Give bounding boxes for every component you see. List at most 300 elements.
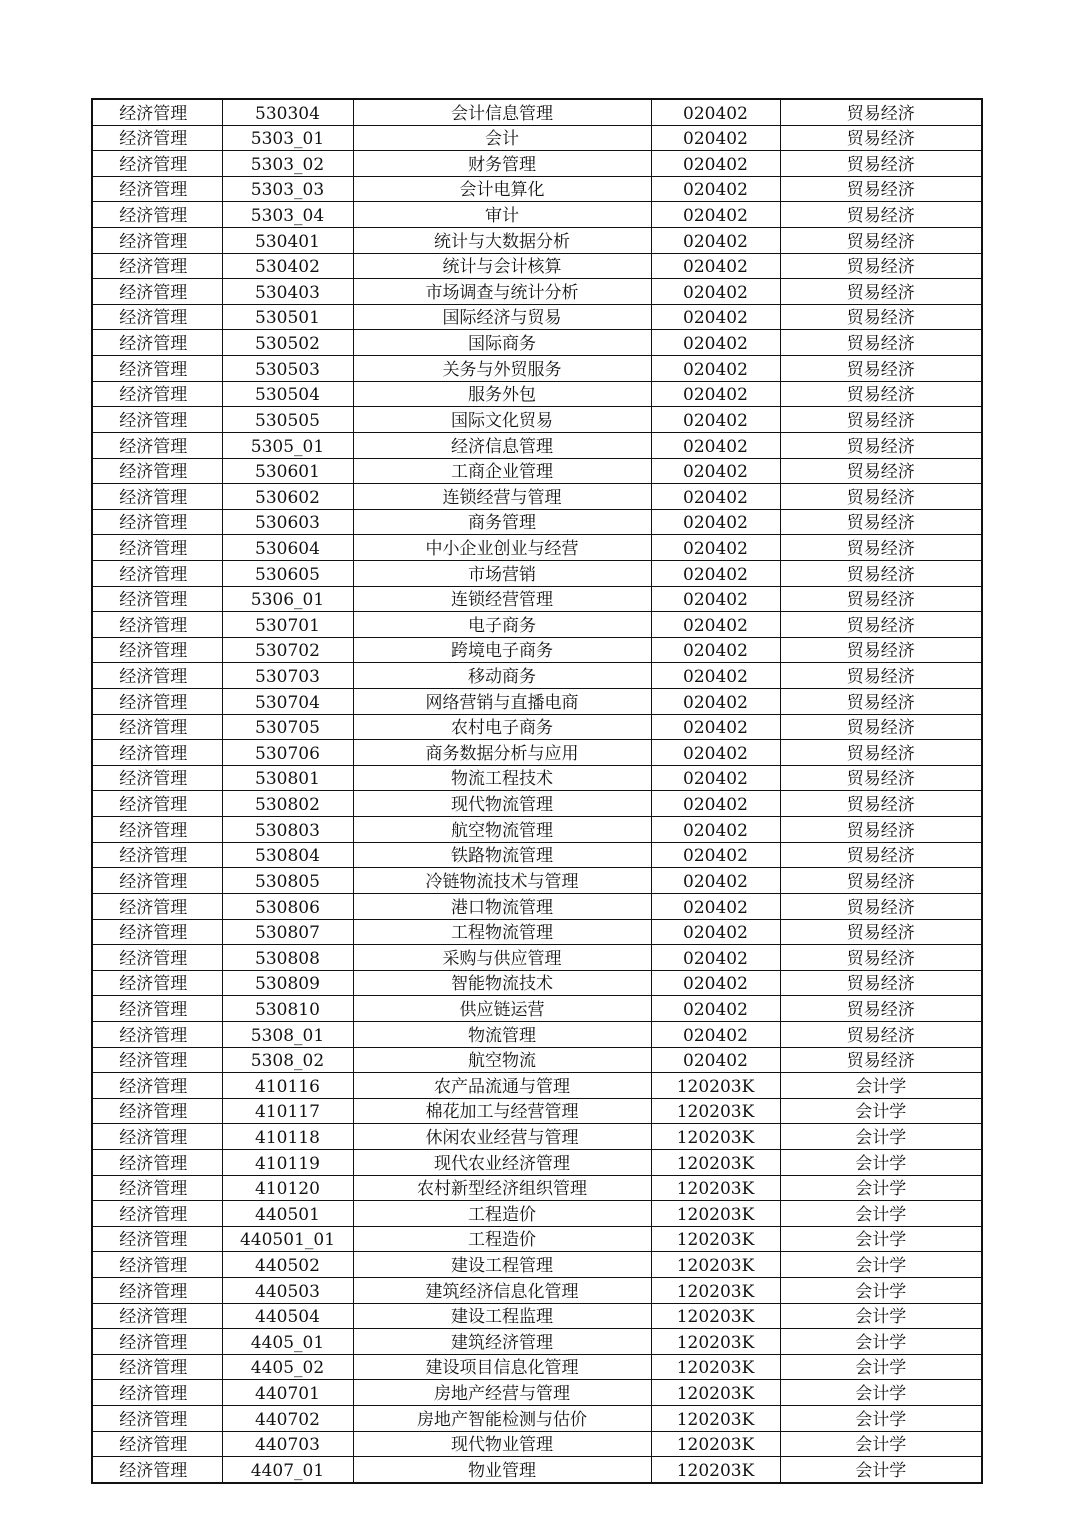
mapped-code-cell: 020402 [651,176,780,202]
major-name-cell: 物业管理 [353,1457,651,1483]
mapped-major-cell: 贸易经济 [780,893,982,919]
major-name-cell: 房地产智能检测与估价 [353,1406,651,1432]
category-cell: 经济管理 [92,228,222,254]
mapped-major-cell: 贸易经济 [780,176,982,202]
major-name-cell: 会计 [353,125,651,151]
mapped-major-cell: 贸易经济 [780,689,982,715]
category-cell: 经济管理 [92,125,222,151]
table-row [92,1021,982,1047]
major-code-cell: 440703 [222,1431,353,1457]
major-code-cell: 5303_04 [222,202,353,228]
table-row [92,432,982,458]
major-code-cell: 410119 [222,1149,353,1175]
major-name-cell: 服务外包 [353,381,651,407]
mapped-major-cell: 会计学 [780,1098,982,1124]
table-row [92,151,982,177]
table-body [92,99,982,1483]
table-row [92,99,982,125]
table-row [92,612,982,638]
table-row [92,637,982,663]
major-name-cell: 统计与会计核算 [353,253,651,279]
category-cell: 经济管理 [92,99,222,125]
major-code-cell: 530604 [222,535,353,561]
table-row [92,509,982,535]
mapped-code-cell: 020402 [651,893,780,919]
major-name-cell: 农村电子商务 [353,714,651,740]
category-cell: 经济管理 [92,842,222,868]
table-row [92,842,982,868]
mapped-code-cell: 120203K [651,1098,780,1124]
major-name-cell: 会计电算化 [353,176,651,202]
category-cell: 经济管理 [92,1278,222,1304]
major-name-cell: 工商企业管理 [353,458,651,484]
mapped-code-cell: 020402 [651,99,780,125]
mapped-code-cell: 120203K [651,1303,780,1329]
major-code-cell: 530304 [222,99,353,125]
mapped-code-cell: 020402 [651,765,780,791]
table-row [92,1329,982,1355]
table-row [92,535,982,561]
table-row [92,1303,982,1329]
mapped-code-cell: 020402 [651,202,780,228]
table-row [92,893,982,919]
mapped-code-cell: 120203K [651,1252,780,1278]
mapped-code-cell: 120203K [651,1380,780,1406]
mapped-major-cell: 会计学 [780,1226,982,1252]
mapped-code-cell: 020402 [651,817,780,843]
mapped-code-cell: 020402 [651,945,780,971]
category-cell: 经济管理 [92,868,222,894]
table-row [92,868,982,894]
major-code-cell: 5303_02 [222,151,353,177]
major-code-cell: 5306_01 [222,586,353,612]
major-code-cell: 530703 [222,663,353,689]
mapped-code-cell: 120203K [651,1354,780,1380]
major-name-cell: 采购与供应管理 [353,945,651,971]
table-row [92,1252,982,1278]
mapped-major-cell: 贸易经济 [780,535,982,561]
mapped-major-cell: 贸易经济 [780,407,982,433]
major-code-cell: 530702 [222,637,353,663]
table-row [92,1278,982,1304]
major-code-cell: 4405_02 [222,1354,353,1380]
major-code-cell: 530501 [222,304,353,330]
mapped-major-cell: 会计学 [780,1124,982,1150]
major-code-cell: 530801 [222,765,353,791]
mapped-code-cell: 020402 [651,560,780,586]
mapped-major-cell: 会计学 [780,1329,982,1355]
mapped-major-cell: 贸易经济 [780,714,982,740]
mapped-major-cell: 贸易经济 [780,996,982,1022]
category-cell: 经济管理 [92,663,222,689]
table-row [92,586,982,612]
major-code-cell: 440501 [222,1201,353,1227]
major-name-cell: 工程造价 [353,1226,651,1252]
category-cell: 经济管理 [92,586,222,612]
table-row [92,304,982,330]
table-row [92,1406,982,1432]
mapped-major-cell: 会计学 [780,1354,982,1380]
category-cell: 经济管理 [92,893,222,919]
major-name-cell: 中小企业创业与经营 [353,535,651,561]
mapped-major-cell: 会计学 [780,1303,982,1329]
table-row [92,1149,982,1175]
table-row [92,202,982,228]
major-name-cell: 棉花加工与经营管理 [353,1098,651,1124]
mapped-code-cell: 020402 [651,330,780,356]
major-name-cell: 航空物流管理 [353,817,651,843]
table-row [92,560,982,586]
major-name-cell: 连锁经营与管理 [353,484,651,510]
major-name-cell: 工程物流管理 [353,919,651,945]
major-name-cell: 建筑经济信息化管理 [353,1278,651,1304]
mapped-code-cell: 020402 [651,663,780,689]
major-name-cell: 审计 [353,202,651,228]
mapped-major-cell: 贸易经济 [780,612,982,638]
mapped-major-cell: 贸易经济 [780,919,982,945]
mapped-major-cell: 贸易经济 [780,228,982,254]
mapped-code-cell: 120203K [651,1124,780,1150]
major-name-cell: 农村新型经济组织管理 [353,1175,651,1201]
major-code-cell: 530601 [222,458,353,484]
major-code-cell: 530503 [222,356,353,382]
mapped-code-cell: 020402 [651,868,780,894]
category-cell: 经济管理 [92,304,222,330]
mapped-major-cell: 贸易经济 [780,99,982,125]
major-name-cell: 电子商务 [353,612,651,638]
mapped-code-cell: 120203K [651,1201,780,1227]
major-code-cell: 410120 [222,1175,353,1201]
major-name-cell: 休闲农业经营与管理 [353,1124,651,1150]
major-code-cell: 4407_01 [222,1457,353,1483]
major-name-cell: 农产品流通与管理 [353,1073,651,1099]
mapped-major-cell: 贸易经济 [780,356,982,382]
mapped-code-cell: 020402 [651,637,780,663]
mapped-code-cell: 120203K [651,1073,780,1099]
major-code-cell: 530706 [222,740,353,766]
category-cell: 经济管理 [92,560,222,586]
mapped-code-cell: 020402 [651,612,780,638]
table-row [92,330,982,356]
major-name-cell: 建筑经济管理 [353,1329,651,1355]
major-name-cell: 铁路物流管理 [353,842,651,868]
mapped-major-cell: 贸易经济 [780,253,982,279]
table-row [92,1226,982,1252]
mapped-major-cell: 贸易经济 [780,791,982,817]
category-cell: 经济管理 [92,1201,222,1227]
major-name-cell: 建设工程监理 [353,1303,651,1329]
category-cell: 经济管理 [92,1431,222,1457]
major-name-cell: 物流工程技术 [353,765,651,791]
major-code-cell: 440501_01 [222,1226,353,1252]
major-code-cell: 440504 [222,1303,353,1329]
mapped-major-cell: 贸易经济 [780,817,982,843]
table-row [92,996,982,1022]
major-name-cell: 商务数据分析与应用 [353,740,651,766]
mapped-major-cell: 贸易经济 [780,970,982,996]
category-cell: 经济管理 [92,1226,222,1252]
major-code-cell: 530810 [222,996,353,1022]
major-name-cell: 网络营销与直播电商 [353,689,651,715]
major-name-cell: 现代物流管理 [353,791,651,817]
major-name-cell: 跨境电子商务 [353,637,651,663]
mapped-major-cell: 会计学 [780,1149,982,1175]
major-name-cell: 连锁经营管理 [353,586,651,612]
major-name-cell: 冷链物流技术与管理 [353,868,651,894]
mapped-code-cell: 020402 [651,740,780,766]
major-name-cell: 国际商务 [353,330,651,356]
table-row [92,765,982,791]
mapped-major-cell: 贸易经济 [780,304,982,330]
table-row [92,970,982,996]
mapped-code-cell: 020402 [651,791,780,817]
table-row [92,1431,982,1457]
category-cell: 经济管理 [92,253,222,279]
major-code-cell: 530401 [222,228,353,254]
major-code-cell: 530704 [222,689,353,715]
category-cell: 经济管理 [92,1303,222,1329]
mapped-code-cell: 020402 [651,535,780,561]
major-code-cell: 5308_01 [222,1021,353,1047]
mapped-code-cell: 120203K [651,1406,780,1432]
major-code-cell: 530807 [222,919,353,945]
mapped-code-cell: 020402 [651,432,780,458]
mapped-major-cell: 贸易经济 [780,202,982,228]
category-cell: 经济管理 [92,535,222,561]
category-cell: 经济管理 [92,176,222,202]
major-name-cell: 统计与大数据分析 [353,228,651,254]
major-name-cell: 现代物业管理 [353,1431,651,1457]
mapped-major-cell: 会计学 [780,1073,982,1099]
mapped-major-cell: 贸易经济 [780,432,982,458]
mapped-code-cell: 020402 [651,151,780,177]
mapped-major-cell: 贸易经济 [780,663,982,689]
table-row [92,176,982,202]
mapped-major-cell: 会计学 [780,1457,982,1483]
category-cell: 经济管理 [92,202,222,228]
category-cell: 经济管理 [92,151,222,177]
major-code-cell: 530603 [222,509,353,535]
mapped-code-cell: 020402 [651,458,780,484]
major-name-cell: 供应链运营 [353,996,651,1022]
mapped-major-cell: 贸易经济 [780,868,982,894]
table-row [92,356,982,382]
mapped-code-cell: 020402 [651,919,780,945]
mapped-code-cell: 120203K [651,1431,780,1457]
mapped-major-cell: 贸易经济 [780,484,982,510]
major-name-cell: 智能物流技术 [353,970,651,996]
category-cell: 经济管理 [92,407,222,433]
major-name-cell: 国际文化贸易 [353,407,651,433]
mapped-code-cell: 120203K [651,1149,780,1175]
mapped-code-cell: 020402 [651,1021,780,1047]
mapped-code-cell: 020402 [651,689,780,715]
mapped-code-cell: 020402 [651,996,780,1022]
table-row [92,125,982,151]
major-name-cell: 市场营销 [353,560,651,586]
mapped-code-cell: 020402 [651,407,780,433]
major-code-cell: 530505 [222,407,353,433]
mapped-major-cell: 贸易经济 [780,330,982,356]
mapped-major-cell: 贸易经济 [780,381,982,407]
major-code-cell: 4405_01 [222,1329,353,1355]
major-name-cell: 商务管理 [353,509,651,535]
major-name-cell: 财务管理 [353,151,651,177]
major-code-cell: 410116 [222,1073,353,1099]
major-code-cell: 530805 [222,868,353,894]
category-cell: 经济管理 [92,637,222,663]
major-code-cell: 5308_02 [222,1047,353,1073]
table-row [92,1047,982,1073]
major-mapping-table [91,98,983,1484]
table-row [92,1354,982,1380]
mapped-major-cell: 会计学 [780,1380,982,1406]
mapped-major-cell: 会计学 [780,1252,982,1278]
mapped-major-cell: 贸易经济 [780,458,982,484]
mapped-major-cell: 会计学 [780,1406,982,1432]
mapped-major-cell: 贸易经济 [780,586,982,612]
table-row [92,381,982,407]
major-name-cell: 工程造价 [353,1201,651,1227]
major-code-cell: 5303_03 [222,176,353,202]
category-cell: 经济管理 [92,484,222,510]
major-code-cell: 440502 [222,1252,353,1278]
mapped-code-cell: 020402 [651,509,780,535]
category-cell: 经济管理 [92,1380,222,1406]
mapped-code-cell: 120203K [651,1175,780,1201]
major-code-cell: 410117 [222,1098,353,1124]
major-code-cell: 440503 [222,1278,353,1304]
major-code-cell: 530502 [222,330,353,356]
major-name-cell: 现代农业经济管理 [353,1149,651,1175]
category-cell: 经济管理 [92,996,222,1022]
mapped-code-cell: 120203K [651,1226,780,1252]
table-row [92,689,982,715]
major-name-cell: 房地产经营与管理 [353,1380,651,1406]
major-name-cell: 移动商务 [353,663,651,689]
category-cell: 经济管理 [92,356,222,382]
mapped-major-cell: 贸易经济 [780,1021,982,1047]
category-cell: 经济管理 [92,1021,222,1047]
mapped-major-cell: 贸易经济 [780,842,982,868]
table-row [92,663,982,689]
category-cell: 经济管理 [92,1149,222,1175]
category-cell: 经济管理 [92,1354,222,1380]
mapped-major-cell: 贸易经济 [780,765,982,791]
category-cell: 经济管理 [92,1252,222,1278]
table-row [92,945,982,971]
major-code-cell: 530808 [222,945,353,971]
major-name-cell: 港口物流管理 [353,893,651,919]
mapped-major-cell: 贸易经济 [780,151,982,177]
mapped-code-cell: 020402 [651,125,780,151]
mapped-code-cell: 020402 [651,304,780,330]
major-code-cell: 530802 [222,791,353,817]
category-cell: 经济管理 [92,1175,222,1201]
mapped-major-cell: 贸易经济 [780,560,982,586]
table-row [92,407,982,433]
mapped-major-cell: 贸易经济 [780,740,982,766]
category-cell: 经济管理 [92,1073,222,1099]
table-row [92,740,982,766]
major-code-cell: 440702 [222,1406,353,1432]
major-code-cell: 530605 [222,560,353,586]
major-code-cell: 530701 [222,612,353,638]
mapped-major-cell: 贸易经济 [780,125,982,151]
category-cell: 经济管理 [92,970,222,996]
major-code-cell: 410118 [222,1124,353,1150]
category-cell: 经济管理 [92,279,222,305]
major-code-cell: 530602 [222,484,353,510]
major-code-cell: 530806 [222,893,353,919]
major-code-cell: 440701 [222,1380,353,1406]
category-cell: 经济管理 [92,791,222,817]
mapped-major-cell: 贸易经济 [780,509,982,535]
mapped-code-cell: 020402 [651,970,780,996]
major-name-cell: 建设项目信息化管理 [353,1354,651,1380]
major-name-cell: 航空物流 [353,1047,651,1073]
category-cell: 经济管理 [92,1457,222,1483]
category-cell: 经济管理 [92,458,222,484]
major-name-cell: 物流管理 [353,1021,651,1047]
major-code-cell: 530803 [222,817,353,843]
major-name-cell: 国际经济与贸易 [353,304,651,330]
mapped-major-cell: 会计学 [780,1201,982,1227]
major-code-cell: 530403 [222,279,353,305]
mapped-code-cell: 020402 [651,714,780,740]
table-row [92,1175,982,1201]
table-row [92,791,982,817]
mapped-major-cell: 会计学 [780,1278,982,1304]
major-code-cell: 530809 [222,970,353,996]
table-row [92,253,982,279]
category-cell: 经济管理 [92,1047,222,1073]
mapped-code-cell: 020402 [651,1047,780,1073]
mapped-code-cell: 020402 [651,586,780,612]
mapped-major-cell: 会计学 [780,1431,982,1457]
category-cell: 经济管理 [92,1406,222,1432]
category-cell: 经济管理 [92,765,222,791]
major-name-cell: 建设工程管理 [353,1252,651,1278]
category-cell: 经济管理 [92,432,222,458]
mapped-code-cell: 020402 [651,279,780,305]
mapped-code-cell: 020402 [651,381,780,407]
category-cell: 经济管理 [92,689,222,715]
major-code-cell: 530804 [222,842,353,868]
category-cell: 经济管理 [92,1329,222,1355]
mapped-major-cell: 贸易经济 [780,1047,982,1073]
table-row [92,714,982,740]
table-row [92,458,982,484]
major-code-cell: 530402 [222,253,353,279]
mapped-code-cell: 120203K [651,1457,780,1483]
major-code-cell: 5303_01 [222,125,353,151]
mapped-major-cell: 贸易经济 [780,279,982,305]
table-row [92,817,982,843]
category-cell: 经济管理 [92,817,222,843]
category-cell: 经济管理 [92,1098,222,1124]
mapped-code-cell: 020402 [651,228,780,254]
mapped-code-cell: 120203K [651,1278,780,1304]
table-row [92,1201,982,1227]
mapped-code-cell: 120203K [651,1329,780,1355]
table-row [92,228,982,254]
category-cell: 经济管理 [92,509,222,535]
mapped-code-cell: 020402 [651,842,780,868]
major-code-cell: 5305_01 [222,432,353,458]
major-name-cell: 关务与外贸服务 [353,356,651,382]
mapped-code-cell: 020402 [651,484,780,510]
